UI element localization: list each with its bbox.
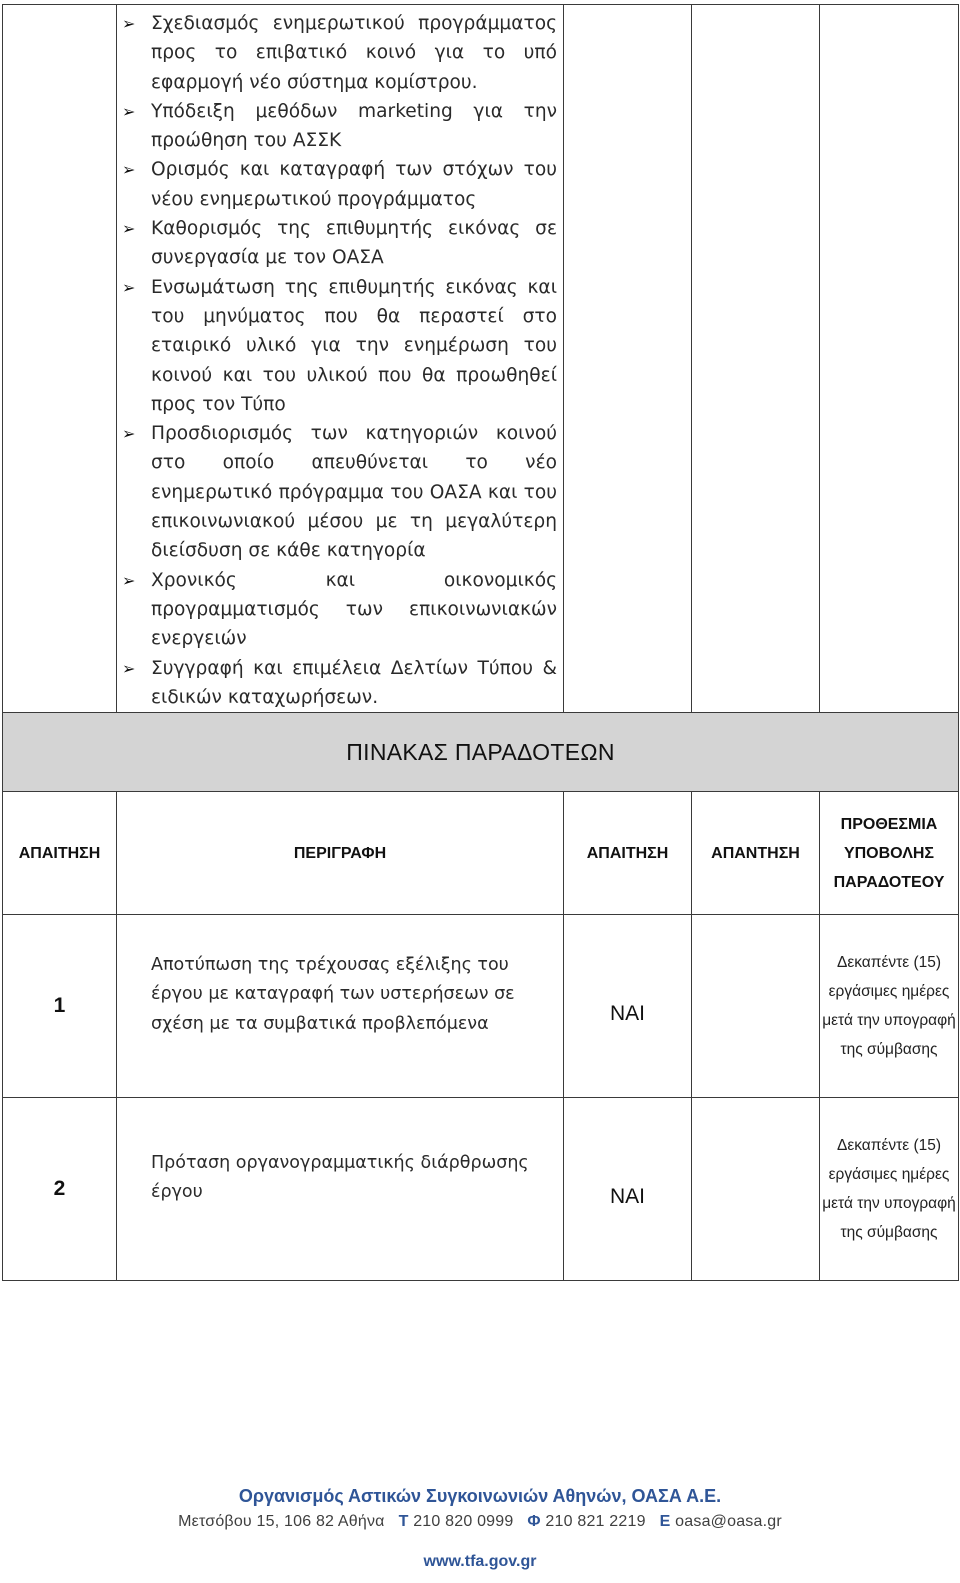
arrow-bullet-icon: ➢ <box>122 570 136 590</box>
table-row <box>3 1098 959 1281</box>
row-deadline: Δεκαπέντε (15) εργάσιμες ημέρες μετά την υπογραφή της σύμβασης <box>822 1136 956 1242</box>
arrow-bullet-icon: ➢ <box>122 219 136 239</box>
list-item: ➢ Συγγραφή και επιμέλεια Δελτίων Τύπου & ειδικών καταχωρήσεων. <box>151 654 557 713</box>
row-requirement-cell <box>564 1098 692 1281</box>
footer-fax: 210 821 2219 <box>545 1513 646 1530</box>
row-description-cell <box>117 1098 564 1281</box>
row-number: 1 <box>3 915 117 1098</box>
table-row <box>3 915 959 1098</box>
arrow-bullet-icon: ➢ <box>122 101 136 121</box>
row-deadline-cell <box>820 1098 959 1281</box>
footer-website[interactable]: www.tfa.gov.gr <box>423 1553 537 1570</box>
empty-cell <box>564 5 692 713</box>
row-description: Αποτύπωση της τρέχουσας εξέλιξης του έργου με καταγραφή των υστερήσεων σε σχέση με τα συμβατικά προβλεπόμενα <box>151 955 515 1034</box>
row-number: 2 <box>3 1098 117 1281</box>
row-description: Πρόταση οργανογραμματικής διάρθρωσης έργου <box>151 1152 529 1203</box>
table-header-row <box>3 792 959 915</box>
deliverables-title-row <box>3 713 959 792</box>
row-requirement-cell <box>564 915 692 1098</box>
row-requirement: ΝΑΙ <box>609 1185 645 1209</box>
footer-email-label: E <box>659 1513 671 1530</box>
arrow-bullet-icon: ➢ <box>122 14 136 33</box>
list-item: ➢ Ενσωμάτωση της επιθυμητής εικόνας και του μηνύματος που θα περαστεί στο εταιρικό υλικό για την ενημέρωση του κοινού και του υλικού που θα προωθηθεί προς τον Τύπο <box>151 273 557 419</box>
row-deadline: Δεκαπέντε (15) εργάσιμες ημέρες μετά την υπογραφή της σύμβασης <box>822 953 956 1059</box>
header-description: ΠΕΡΙΓΡΑΦΗ <box>117 792 564 915</box>
list-item: ➢ Σχεδιασμός ενημερωτικού προγράμματος προς το επιβατικό κοινό για το υπό εφαρμογή νέο σύστημα κομίστρου. <box>151 9 557 97</box>
activities-list <box>117 5 563 712</box>
list-item: ➢ Καθορισμός της επιθυμητής εικόνας σε συνεργασία με τον ΟΑΣΑ <box>151 214 557 273</box>
activities-row <box>3 5 959 713</box>
list-item: ➢ Υπόδειξη μεθόδων marketing για την προώθηση του ΑΣΣΚ <box>151 97 557 156</box>
header-answer: ΑΠΑΝΤΗΣΗ <box>692 792 820 915</box>
footer-tel-label: Τ <box>398 1513 409 1530</box>
header-requirement: ΑΠΑΙΤΗΣΗ <box>3 792 117 915</box>
arrow-bullet-icon: ➢ <box>122 658 136 678</box>
arrow-bullet-icon: ➢ <box>122 424 136 444</box>
row-deadline-cell <box>820 915 959 1098</box>
empty-cell <box>3 5 117 713</box>
footer-org-name: Οργανισμός Αστικών Συγκοινωνιών Αθηνών, ΟΑΣΑ Α.Ε. <box>238 1486 722 1506</box>
empty-cell <box>820 5 959 713</box>
arrow-bullet-icon: ➢ <box>122 277 136 297</box>
header-requirement-2: ΑΠΑΙΤΗΣΗ <box>564 792 692 915</box>
footer-email[interactable]: oasa@oasa.gr <box>675 1513 782 1530</box>
header-deadline: ΠΡΟΘΕΣΜΙΑ ΥΠΟΒΟΛΗΣ ΠΑΡΑΔΟΤΕΟΥ <box>820 792 959 915</box>
row-requirement: ΝΑΙ <box>609 1002 645 1026</box>
deliverables-title: ΠΙΝΑΚΑΣ ΠΑΡΑΔΟΤΕΩΝ <box>3 713 959 792</box>
document-table <box>2 4 959 1281</box>
list-item: ➢ Προσδιορισμός των κατηγοριών κοινού στο οποίο απευθύνεται το νέο ενημερωτικό πρόγραμμα του ΟΑΣΑ και του επικοινωνιακού μέσου με τη μεγαλύτερη διείσδυση σε κάθε κατηγορία <box>151 419 557 565</box>
activities-cell <box>117 5 564 713</box>
row-answer-cell <box>692 1098 820 1281</box>
arrow-bullet-icon: ➢ <box>122 160 136 180</box>
list-item: ➢ Ορισμός και καταγραφή των στόχων του νέου ενημερωτικού προγράμματος <box>151 155 557 214</box>
row-description-cell <box>117 915 564 1098</box>
footer-tel: 210 820 0999 <box>413 1513 514 1530</box>
list-item: ➢ Χρονικός και οικονομικός προγραμματισμός των επικοινωνιακών ενεργειών <box>151 566 557 654</box>
footer-fax-label: Φ <box>527 1513 541 1530</box>
row-answer-cell <box>692 915 820 1098</box>
empty-cell <box>692 5 820 713</box>
footer-address: Μετσόβου 15, 106 82 Αθήνα <box>178 1513 385 1530</box>
footer-contact-line <box>0 1513 960 1531</box>
